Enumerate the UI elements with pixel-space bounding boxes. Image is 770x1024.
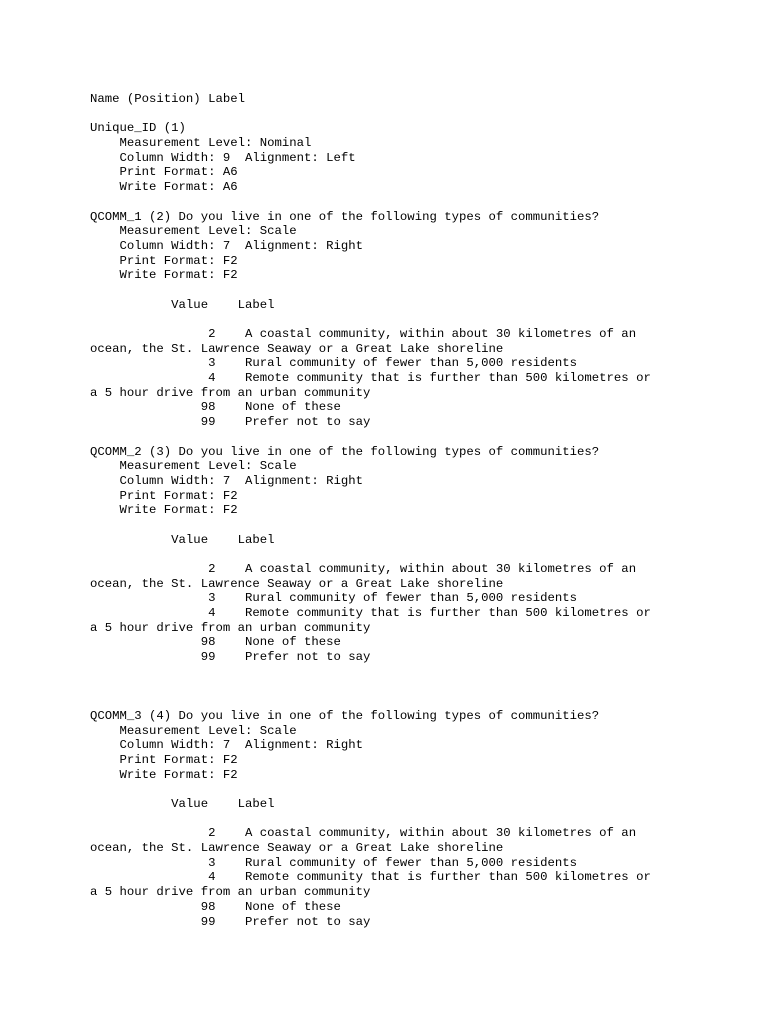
write-format: Write Format: F2 — [90, 503, 238, 518]
spacer — [90, 547, 760, 562]
value-labels-header: Value Label — [90, 532, 275, 547]
spacer — [90, 195, 760, 210]
column-width-alignment: Column Width: 9 Alignment: Left — [90, 150, 356, 165]
value-label-line: 99 Prefer not to say — [90, 415, 371, 430]
value-label-continuation: a 5 hour drive from an urban community — [90, 885, 371, 900]
write-format: Write Format: F2 — [90, 767, 238, 782]
spacer — [90, 430, 760, 445]
print-format: Print Format: F2 — [90, 752, 238, 767]
print-format: Print Format: F2 — [90, 253, 238, 268]
value-label-line: 99 Prefer not to say — [90, 914, 371, 929]
value-label-line: 4 Remote community that is further than 500 kilometres or — [90, 870, 651, 885]
value-label-line: 3 Rural community of fewer than 5,000 residents — [90, 855, 578, 870]
write-format: Write Format: F2 — [90, 268, 238, 283]
spacer — [90, 107, 760, 122]
value-label-line: 98 None of these — [90, 400, 341, 415]
column-width-alignment: Column Width: 7 Alignment: Right — [90, 738, 364, 753]
value-label-line: 4 Remote community that is further than 500 kilometres or — [90, 606, 651, 621]
print-format: Print Format: F2 — [90, 488, 238, 503]
measurement-level: Measurement Level: Scale — [90, 224, 297, 239]
value-label-line: 98 None of these — [90, 899, 341, 914]
spacer — [90, 283, 760, 298]
spacer — [90, 812, 760, 827]
spacer — [90, 929, 760, 944]
value-labels-header: Value Label — [90, 297, 275, 312]
value-labels-header: Value Label — [90, 797, 275, 812]
value-label-continuation: a 5 hour drive from an urban community — [90, 385, 371, 400]
value-label-line: 98 None of these — [90, 635, 341, 650]
spacer — [90, 782, 760, 797]
spacer — [90, 312, 760, 327]
measurement-level: Measurement Level: Scale — [90, 459, 297, 474]
value-label-continuation: ocean, the St. Lawrence Seaway or a Great Lake shoreline — [90, 341, 504, 356]
value-label-line: 3 Rural community of fewer than 5,000 residents — [90, 356, 578, 371]
variable-title: QCOMM_2 (3) Do you live in one of the following types of communities? — [90, 444, 600, 459]
print-format: Print Format: A6 — [90, 165, 238, 180]
value-label-continuation: ocean, the St. Lawrence Seaway or a Great Lake shoreline — [90, 576, 504, 591]
measurement-level: Measurement Level: Scale — [90, 723, 297, 738]
value-label-continuation: ocean, the St. Lawrence Seaway or a Great Lake shoreline — [90, 841, 504, 856]
value-label-line: 4 Remote community that is further than 500 kilometres or — [90, 371, 651, 386]
value-label-line: 99 Prefer not to say — [90, 650, 371, 665]
measurement-level: Measurement Level: Nominal — [90, 136, 312, 151]
value-label-line: 2 A coastal community, within about 30 kilometres of an — [90, 562, 637, 576]
value-label-line: 2 A coastal community, within about 30 kilometres of an — [90, 327, 637, 341]
value-label-line: 3 Rural community of fewer than 5,000 residents — [90, 591, 578, 606]
value-label-continuation: a 5 hour drive from an urban community — [90, 620, 371, 635]
dictionary-header: Name (Position) Label — [90, 92, 245, 106]
column-width-alignment: Column Width: 7 Alignment: Right — [90, 238, 364, 253]
variable-dictionary — [90, 92, 760, 944]
spacer — [90, 665, 760, 709]
column-width-alignment: Column Width: 7 Alignment: Right — [90, 473, 364, 488]
write-format: Write Format: A6 — [90, 180, 238, 195]
variable-title: QCOMM_1 (2) Do you live in one of the following types of communities? — [90, 209, 600, 224]
variable-title: QCOMM_3 (4) Do you live in one of the following types of communities? — [90, 708, 600, 723]
variable-title: Unique_ID (1) — [90, 121, 186, 136]
spacer — [90, 518, 760, 533]
value-label-line: 2 A coastal community, within about 30 kilometres of an — [90, 826, 637, 841]
